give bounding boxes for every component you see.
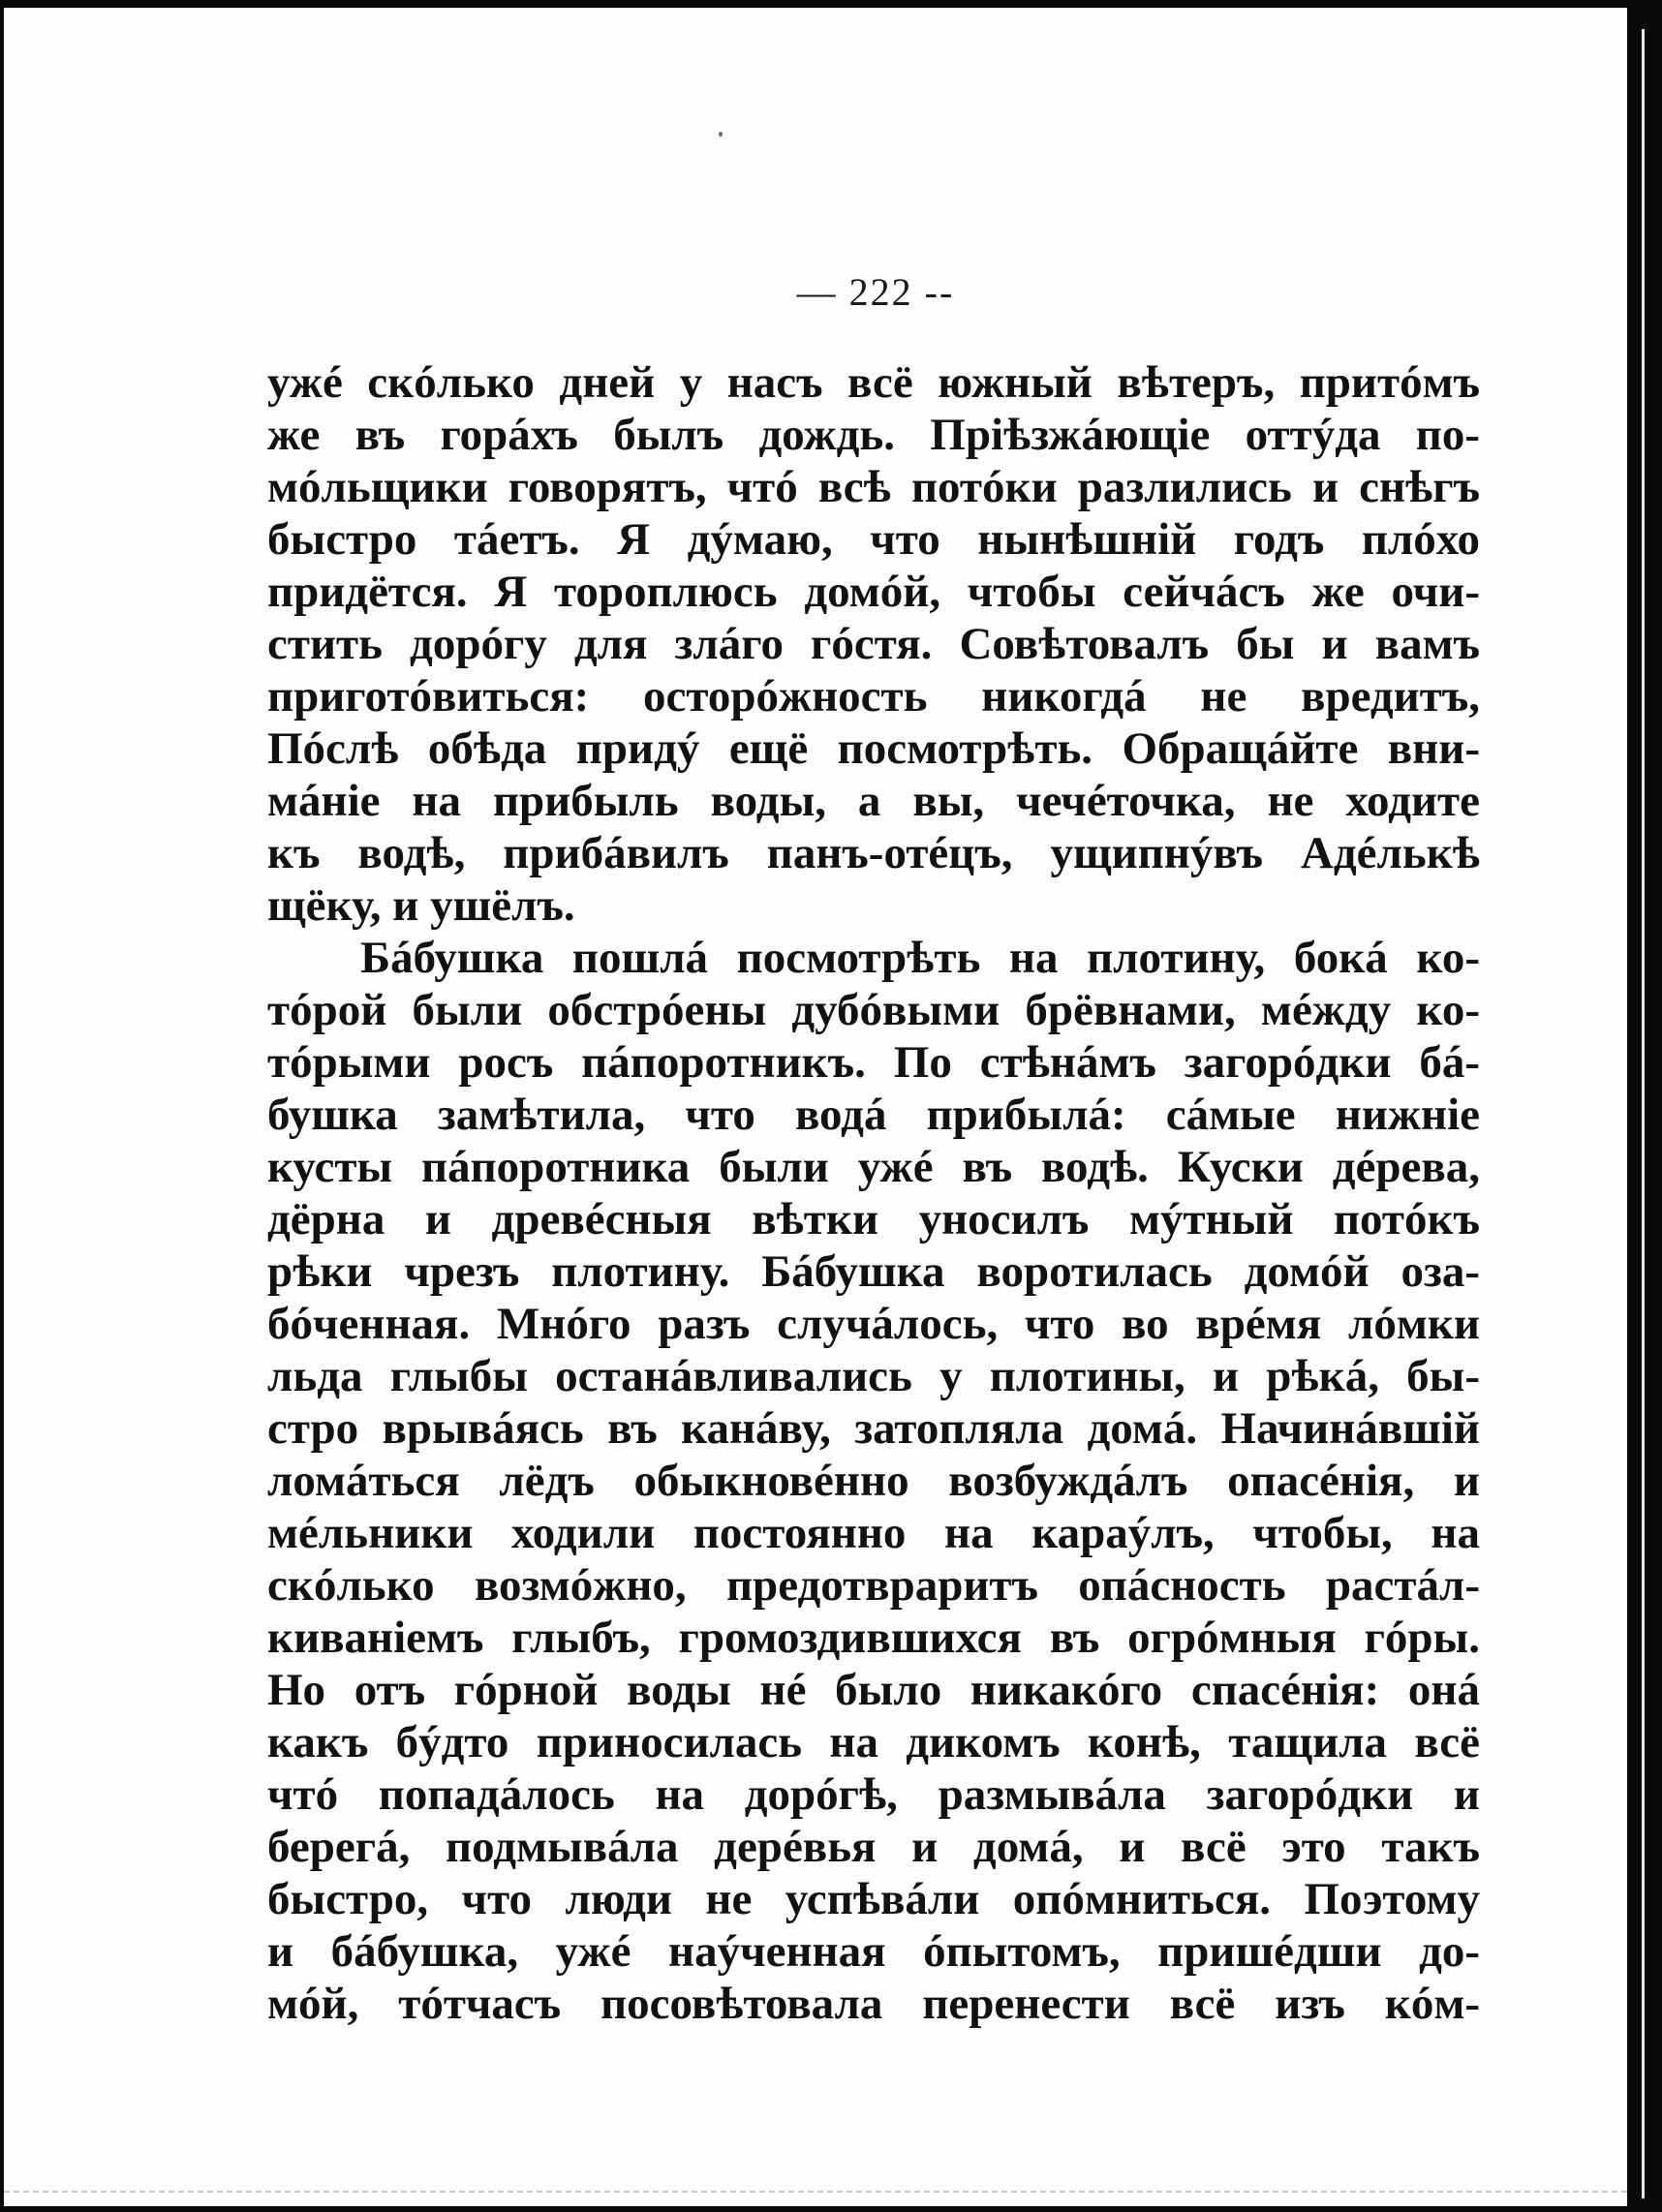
text-line: щёку, и ушёлъ. (267, 880, 575, 931)
text-line: же въ горáхъ былъ дождь. Пріѣзжáющіе оттýда по- (267, 410, 1480, 460)
scan-edge-line (1642, 29, 1645, 2198)
text-line: придётся. Я тороплюсь домóй, чтобы сейчáсъ же очи- (267, 567, 1480, 617)
text-line: быстро тáетъ. Я дýмаю, что нынѣшній годъ плóхо (267, 514, 1480, 565)
scan-edge-artifact (4, 2189, 1627, 2193)
text-line: Но отъ гóрной воды нé было никакóго спасéнія: онá (267, 1665, 1480, 1715)
text-line: льда глыбы останáвливались у плотины, и рѣкá, бы- (267, 1351, 1480, 1401)
text-line: тóрыми росъ пáпоротникъ. По стѣнáмъ загорóдки бá- (267, 1037, 1480, 1088)
page-number: — 222 -- (796, 270, 955, 314)
text-line: тóрой были обстрóены дубóвыми брёвнами, мéжду ко- (267, 985, 1480, 1035)
text-line: къ водѣ, прибáвилъ панъ-отéцъ, ущипнýвъ Адéлькѣ (267, 828, 1480, 878)
text-line: мéльники ходили постоянно на караýлъ, чтобы, на (267, 1508, 1480, 1558)
text-line: киваніемъ глыбъ, громоздившихся въ огрóмныя гóры. (267, 1613, 1480, 1663)
text-line: стро врывáясь въ канáву, затопляла домá. Начинáвшій (267, 1403, 1480, 1454)
text-line: и бáбушка, ужé наýченная óпытомъ, пришéдши до- (267, 1926, 1480, 1977)
text-line: рѣки чрезъ плотину. Бáбушка воротилась домóй оза- (267, 1246, 1480, 1297)
text-line: быстро, что люди не успѣвáли опóмниться. Поэтому (267, 1874, 1480, 1924)
page-text (267, 356, 1480, 2030)
text-line: скóлько возмóжно, предотвраритъ опáсность растáл- (267, 1560, 1480, 1611)
text-line: кусты пáпоротника были ужé въ водѣ. Куски дéрева, (267, 1142, 1480, 1192)
book-page (4, 8, 1627, 2206)
text-line: стить дорóгу для злáго гóстя. Совѣтовалъ бы и вамъ (267, 619, 1480, 669)
text-line: какъ бýдто приносилась на дикомъ конѣ, тащила всё (267, 1717, 1480, 1767)
text-line: ломáться лёдъ обыкновéнно возбуждáлъ опасéнія, и (267, 1456, 1480, 1506)
text-line: берегá, подмывáла дерéвья и домá, и всё это такъ (267, 1822, 1480, 1872)
text-line: чтó попадáлось на дорóгѣ, размывáла загорóдки и (267, 1769, 1480, 1820)
text-line: бóченная. Мнóго разъ случáлось, что во врéмя лóмки (267, 1299, 1480, 1349)
text-line: Пóслѣ обѣда придý ещё посмотрѣть. Обращáйте вни- (267, 723, 1480, 774)
text-line: мóльщики говорятъ, чтó всѣ потóки разлились и снѣгъ (267, 462, 1480, 512)
text-line: приготóвиться: осторóжность никогдá не вредитъ, (267, 671, 1480, 722)
text-line: ужé скóлько дней у насъ всё южный вѣтеръ, притóмъ (267, 357, 1480, 408)
scan-border-right (1627, 0, 1662, 2212)
paper-speck (719, 132, 723, 137)
text-line: бушка замѣтила, что водá прибылá: сáмые нижніе (267, 1090, 1480, 1140)
paragraph-first-line: Бáбушка пошлá посмотрѣть на плотину, бокá ко- (360, 933, 1480, 983)
text-line: мáніе на прибыль воды, а вы, чечéточка, не ходите (267, 776, 1480, 826)
text-line: мóй, тóтчасъ посовѣтовала перенести всё изъ кóм- (267, 1979, 1480, 2029)
text-line: дёрна и древéсныя вѣтки уносилъ мýтный потóкъ (267, 1194, 1480, 1244)
